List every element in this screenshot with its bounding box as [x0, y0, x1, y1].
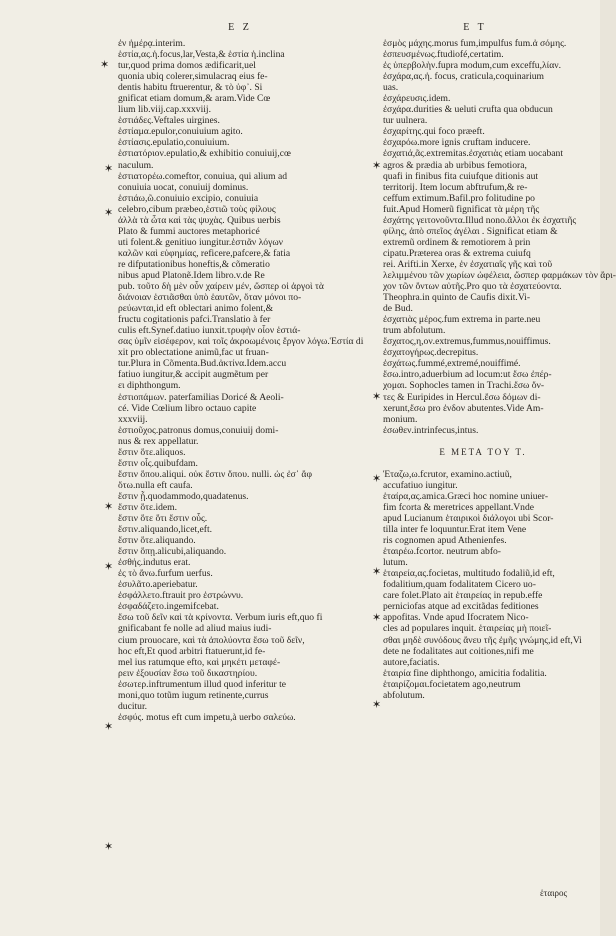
text-line: rei. Arifti.in Xerxe, ἐν ἐσχατιαῖς γῆς καὶ τοῦ — [383, 258, 553, 270]
asterisk-mark-icon: ✶ — [372, 390, 382, 403]
text-line: λελιμμένου τῶν χωρίων ὠφέλεια, ὥσπερ φαρμάκων τὸν ἄρι- — [383, 269, 616, 281]
asterisk-mark-icon: ✶ — [104, 500, 114, 513]
text-line: care folet.Plato ait ἑταιρείας in repub.effe — [383, 590, 543, 602]
text-line: τες & Euripides in Hercul.ἔσω δόμων di- — [383, 391, 541, 403]
text-line: ἑσμὸς μάχης.morus fum,impulfus fum.ἀ σόμης. — [383, 38, 567, 49]
text-line: καλῶν καὶ εὐφημίας, reficere,pafcere,& fatia — [118, 247, 291, 259]
text-line: ἐσχάρα.durities & ueluti crufta qua obducun — [383, 104, 553, 116]
text-line: fodalitium,quam fodalitatem Cicero uo- — [383, 579, 536, 591]
text-line: ἐσχατογήρως.decrepitus. — [383, 347, 479, 359]
text-line: gnificabant fe nolle ad aliud maius iudi- — [118, 623, 272, 635]
text-line: conuiuia uocat, conuiuij dominus. — [118, 181, 249, 193]
text-line: σας ὑμῖν εἰσέφερον, καὶ τοῖς ἀκροωμένοις ἔργον λόγω.Ἑστία di — [118, 336, 364, 348]
text-line: hoc eft,Et quod arbitri ftatuerunt,id fe- — [118, 645, 266, 657]
asterisk-mark-icon: ✶ — [100, 58, 110, 71]
text-line: ἑταιρίζομαι.focietatem ago,neutrum — [383, 678, 521, 690]
text-line: monium. — [383, 413, 418, 425]
text-line — [383, 458, 583, 469]
text-line: fuit.Apud Homerũ fignificat τὰ μέρη τῆς — [383, 203, 540, 215]
text-line: ἐσωτερ.inftrumentum illud quod inferitur te — [118, 678, 287, 690]
text-line: ἐσπευσμένως.ftudiofé,certatim. — [383, 49, 504, 61]
text-line: ἐς τὸ ἄνω.furfum uerfus. — [118, 568, 213, 580]
text-line: ἔστιν ὅπου.aliqui. οὐκ ἔστιν ὅπου. nulli. ὡς ἐσ᾽ ἄφ — [118, 468, 312, 480]
text-line: ἔσχατος,η,ον.extremus,fummus,nouiffimus. — [383, 336, 551, 348]
text-line: ἐσφύς. motus eft cum impetu,à uerbo σαλεύω. — [118, 711, 296, 723]
text-line: agros & prædia ab urbibus femotiora, — [383, 159, 527, 171]
text-line: διάνοιαν ἑστιᾶσθαι ὑπὸ ἑαυτῶν, ὅταν μόνοι πο- — [118, 292, 302, 304]
text-line: uti folent.& genitiuo iungitur.ἑστιᾶν λόγων — [118, 236, 283, 248]
text-line: σθαι μηδὲ συνόδους ἄνευ τῆς ἐμῆς γνώμης,id eft,Vi — [383, 634, 582, 646]
text-line: ἑταιρεία,ας.focietas, multitudo fodaliũ,id eft, — [383, 568, 555, 580]
text-line: tur.Plura in Cõmenta.Bud.ἀκτίνα.Idem.accu — [118, 358, 287, 370]
asterisk-mark-icon: ✶ — [372, 565, 382, 578]
text-line: Ἐταζω,ω.fcrutor, examino.actiuũ, — [383, 468, 512, 480]
text-line: ceffum extimum.Bafil.pro folitudine po — [383, 192, 535, 204]
left-running-head: E Z — [228, 22, 252, 33]
asterisk-mark-icon: ✶ — [372, 611, 382, 624]
text-line: cipatu.Præterea oras & extrema cuiufq — [383, 247, 531, 259]
text-line: cles ad populares inquit. ἑταιρείας μὴ ποιεῖ- — [383, 623, 552, 635]
text-line: ἑστία,ας.ἡ.focus,lar,Vesta,& ἑστία ἡ.inclina — [118, 49, 285, 61]
text-line: ἐσχάτης γειτονοῦντα.Illud nono.ἄλλοι ἐκ ἐσχατιῆς — [383, 214, 577, 226]
text-line: cé. Vide Cœlium libro octauo capite — [118, 402, 257, 414]
text-line: ἐσχάρα,ας.ἡ. focus, craticula,coquinarium — [383, 71, 545, 83]
text-line: Plato & fummi auctores metaphoricé — [118, 225, 260, 237]
text-line: ἐσφαδάζετο.ingemifcebat. — [118, 601, 219, 613]
text-line: naculum. — [118, 159, 154, 171]
text-line: de Bud. — [383, 303, 413, 315]
text-line: re difputationibus honeftis,& cõmeratio — [118, 258, 270, 270]
text-line: ρεύωνται,id eft oblectari animo folent,& — [118, 303, 274, 315]
right-running-head: E T — [463, 22, 487, 33]
text-line: χομαι. Sophocles tamen in Trachi.ἔσω ὄν- — [383, 380, 545, 392]
text-line: tur uulnera. — [383, 115, 428, 127]
asterisk-mark-icon: ✶ — [104, 840, 114, 853]
text-line: ducitur. — [118, 700, 148, 712]
text-line: ἑστιάω,ῶ.conuiuio excipio, conuiuia — [118, 192, 259, 204]
text-line: ἑστίαμα.epulor,conuiuium agito. — [118, 126, 243, 138]
text-line: appofitas. Vnde apud Ifocratem Nico- — [383, 612, 529, 624]
text-line: φίλης, ἀπὸ σπεῖος ἀγέλαι . Significat etiam & — [383, 225, 558, 237]
asterisk-mark-icon: ✶ — [104, 206, 114, 219]
text-line: tur,quod prima domos ædificarit,uel — [118, 60, 256, 72]
text-line: perniciofas atque ad excitãdas feditiones — [383, 601, 539, 613]
text-line: ἐσφάλλετο.ftrauit pro ἐστρώννυ. — [118, 590, 244, 602]
text-line: ἀλλὰ τὰ ὦτα καὶ τὰς ψυχὰς. Quibus uerbis — [118, 214, 281, 226]
text-line: ἔσω.intro,aduerbium ad locum:ut ἔσω ἐπέρ- — [383, 369, 552, 381]
text-line: fatiuo iungitur,& accipit augmẽtum per — [118, 369, 269, 381]
text-line: ἐσχαρόω.more ignis cruftam inducere. — [383, 137, 531, 149]
text-line: culis eft.Synef.datiuo iunxit.τρυφὴν οἷον ἑστιά- — [118, 325, 301, 337]
text-line: tilla inter fe loquuntur.Erat item Vene — [383, 524, 527, 536]
text-line: ἑστιατορέω.comeftor, conuiua, qui alium ad — [118, 170, 288, 182]
text-line: ἔστιν οἷς.quibufdam. — [118, 457, 198, 469]
text-line: fructu cogitationis pafci.Translatio à fer — [118, 314, 271, 326]
text-line: xerunt,ἔσω pro ἐνδον abutentes.Vide Am- — [383, 402, 544, 414]
text-line: mel ius ratumque efto, καὶ μηκέτι μεταφέ- — [118, 656, 281, 668]
text-line: ἐσθής.indutus erat. — [118, 557, 191, 569]
text-line: ἔστιν ὅτε.idem. — [118, 501, 178, 513]
text-line: ἔστιν.aliquando,licet,eft. — [118, 524, 213, 536]
text-line: quafi in finibus fita cuiufque ditionis aut — [383, 170, 539, 182]
text-line: ἐσχαρίτης.qui foco præeft. — [383, 126, 485, 138]
text-line: ὅτω.nulla eft caufa. — [118, 479, 193, 491]
text-line: fim fcorta & meretrices appellant.Vnde — [383, 501, 535, 513]
text-line: uas. — [383, 82, 399, 94]
right-column — [383, 38, 616, 701]
text-line: ἔστιν ὅτε.aliquos. — [118, 446, 186, 458]
text-line: nibus apud Platonẽ.Idem libro.v.de Re — [118, 269, 265, 281]
text-line: ἑταιρέω.fcortor. neutrum abfo- — [383, 546, 502, 558]
text-line: pub. τοῦτο δὴ μὲν οὖν χαίρειν μέν, ὥσπερ οἱ ἀργοὶ τὰ — [118, 281, 324, 293]
text-line — [383, 436, 583, 447]
text-line: territorij. Item locum abftrufum,& re- — [383, 181, 528, 193]
asterisk-mark-icon: ✶ — [104, 720, 114, 733]
text-line: extremũ ordinem & remotiorem à prin — [383, 236, 531, 248]
text-line: E META TOY T. — [439, 446, 527, 457]
text-line: ἔστιν ᾗ.quodammodo,quadatenus. — [118, 490, 249, 502]
text-line: ἔσω τοῦ δεῖν καὶ τὰ κρίνοντα. Verbum iuris eft,quo fi — [118, 612, 323, 624]
text-line: moni,quo totũm iugum retinente,currus — [118, 689, 269, 701]
text-line: ἐσυλᾶτο.aperiebatur. — [118, 579, 198, 591]
text-line: ἐς ὑπερβολὴν.fupra modum,cum exceffu,λίαν. — [383, 60, 561, 72]
text-line: dentis habitu ftruerentur, & τὸ ὑφ᾽. Si — [118, 82, 263, 94]
text-line: quonia ubiq colerer,simulacraq eius fe- — [118, 71, 268, 83]
text-line: ris cognomen apud Athenienfes. — [383, 535, 507, 547]
text-line: ἐσωθεν.intrinfecus,intus. — [383, 424, 479, 436]
text-line: abfolutum. — [383, 689, 425, 701]
text-line: ἔστιν ὅτε.aliquando. — [118, 535, 196, 547]
text-line: autore,faciatis. — [383, 656, 440, 668]
text-line: ει diphthongum. — [118, 380, 181, 392]
text-line: nus & rex appellatur. — [118, 435, 199, 447]
text-line: ἑταιρία fine diphthongo, amicitia fodalitia. — [383, 667, 547, 679]
text-line: χον τῶν ὄντων αὐτῆς.Pro quo τὰ ἐσχατεύοντα. — [383, 281, 562, 293]
text-line: xxxviij. — [118, 413, 148, 425]
asterisk-mark-icon: ✶ — [372, 159, 382, 172]
asterisk-mark-icon: ✶ — [372, 698, 382, 711]
text-line: lium lib.viij.cap.xxxviij. — [118, 104, 212, 116]
text-line: ἔστιν ὅτε ὅτι ἔστιν οὗς. — [118, 513, 208, 525]
text-line: ἐσχάτως.fummé,extremé,nouiffimé. — [383, 358, 521, 370]
text-line: ἑστιάδες.Veftales uirgines. — [118, 115, 220, 127]
text-line: accufatiuo iungitur. — [383, 479, 458, 491]
text-line: ἐσχατιά,ᾶς.extremitas.ἐσχατιὰς etiam uocabant — [383, 148, 563, 160]
text-line: ἐν ἡμέρᾳ.interim. — [118, 38, 186, 49]
text-line: dete ne fodalitates aut coitiones,nifi me — [383, 645, 534, 657]
text-line: ἑστίασις.epulatio,conuiuium. — [118, 137, 230, 149]
asterisk-mark-icon: ✶ — [104, 560, 114, 573]
text-line: celebro,cibum præbeo,ἑστιῶ τοὺς φίλους — [118, 203, 276, 215]
text-line: ἔστιν ὅπῃ.alicubi,aliquando. — [118, 546, 227, 558]
text-line: lutum. — [383, 557, 408, 569]
text-line: ρειν ἐξουσίαν ἔσω τοῦ δικαστηρίου. — [118, 667, 258, 679]
text-line: ἑταίρα,ας.amica.Græci hoc nomine uniuer- — [383, 490, 549, 502]
text-line: ἑστιοῦχος.patronus domus,conuiuij domi- — [118, 424, 279, 436]
left-column — [118, 38, 368, 723]
catchword: ἑταιρος — [540, 888, 568, 898]
text-line: apud Lucianum ἑταιρικοὶ διάλογοι ubi Scor- — [383, 513, 554, 525]
text-line: ἐσχατιὰς μέρος.fum extrema in parte.neu — [383, 314, 541, 326]
text-line: cium prouocare, καὶ τὰ ἀπολύοντα ἔσω τοῦ δεῖν, — [118, 634, 305, 646]
text-line: ἐσχάρευσις.idem. — [383, 93, 451, 105]
asterisk-mark-icon: ✶ — [104, 162, 114, 175]
asterisk-mark-icon: ✶ — [372, 472, 382, 485]
text-line: xit pro oblectatione animũ,fac ut fruan- — [118, 347, 269, 359]
text-line: trum abfolutum. — [383, 325, 446, 337]
text-line: ἑστιοπάμων. paterfamilias Doricé & Aeoli- — [118, 391, 284, 403]
text-line: gnificat etiam domum,& aram.Vide Cœ — [118, 93, 271, 105]
text-line: Theophra.in quinto de Caufis dixit.Vi- — [383, 292, 531, 304]
text-line: ἑστιατόριον.epulatio,& exhibitio conuiuij,cœ — [118, 148, 291, 160]
